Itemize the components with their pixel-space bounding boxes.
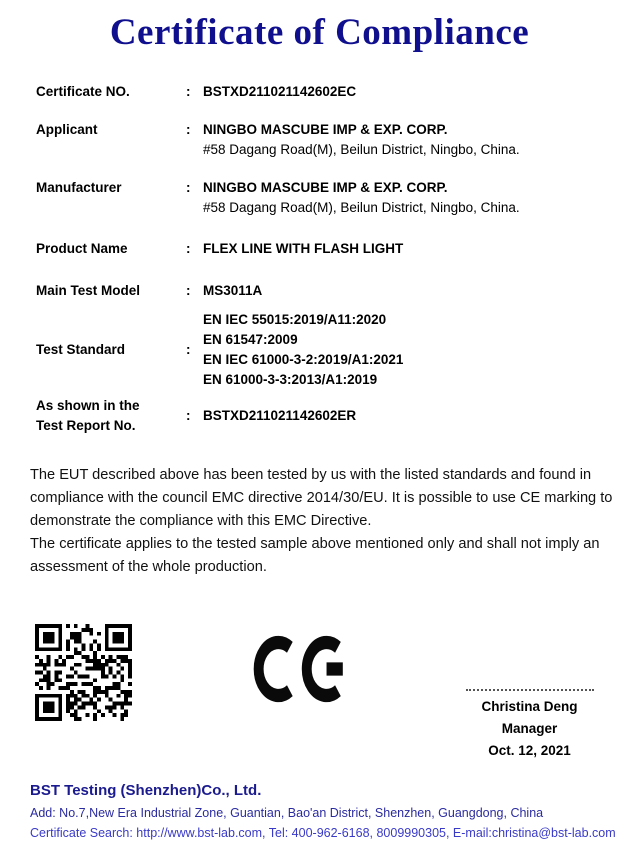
certificate-search-line: Certificate Search: http://www.bst-lab.com, Tel: 400-962-6168, 8009990305, E-mail:christina@bst-lab.com (30, 826, 616, 840)
product-name-label: Product Name (36, 241, 128, 256)
field-manufacturer (36, 178, 609, 218)
marks-and-signature (0, 584, 639, 776)
signature-block (447, 689, 612, 762)
field-applicant (36, 120, 609, 160)
test-standard-label: Test Standard (36, 342, 126, 357)
certificate-no-value: BSTXD211021142602EC (203, 84, 357, 99)
field-test-report-no (36, 396, 609, 436)
certificate-title: Certificate of Compliance (109, 12, 530, 53)
field-colon: : (186, 283, 191, 298)
certificate-no-label: Certificate NO. (36, 84, 130, 99)
applicant-address: #58 Dagang Road(M), Beilun District, Ningbo, China. (203, 142, 520, 157)
certificate-fields (36, 82, 609, 436)
field-colon: : (186, 84, 191, 99)
main-test-model-label: Main Test Model (36, 283, 141, 298)
ce-mark-icon (253, 633, 352, 705)
field-colon: : (186, 241, 191, 256)
test-standard-line: EN IEC 61000-3-2:2019/A1:2021 (203, 352, 404, 367)
test-standard-line: EN 61547:2009 (203, 332, 298, 347)
test-report-no-value: BSTXD211021142602ER (203, 408, 357, 423)
test-standard-line: EN IEC 55015:2019/A11:2020 (203, 312, 387, 327)
signature-date: Oct. 12, 2021 (488, 743, 571, 758)
field-colon: : (186, 122, 191, 137)
manufacturer-label: Manufacturer (36, 180, 122, 195)
test-standard-line: EN 61000-3-3:2013/A1:2019 (203, 372, 378, 387)
test-report-label-line2: Test Report No. (36, 418, 136, 433)
applicant-name: NINGBO MASCUBE IMP & EXP. CORP. (203, 122, 448, 137)
manufacturer-address: #58 Dagang Road(M), Beilun District, Ningbo, China. (203, 200, 520, 215)
applicant-label: Applicant (36, 122, 98, 137)
statement-paragraph-2: The certificate applies to the tested sample above mentioned only and shall not imply an assessment of the whole production. (30, 536, 600, 575)
signatory-role: Manager (501, 721, 558, 736)
product-name-value: FLEX LINE WITH FLASH LIGHT (203, 241, 404, 256)
certificate-page (0, 10, 639, 839)
field-colon: : (186, 408, 191, 423)
statement-paragraph-1: The EUT described above has been tested by us with the listed standards and found in compliance with the council EMC directive 2014/30/EU. It is possible to use CE marking to demonstrate the compliance with this EMC Directive. (30, 467, 613, 529)
field-test-standard (36, 310, 609, 390)
signature-dotted-line (466, 689, 594, 691)
test-report-label-line1: As shown in the (36, 398, 140, 413)
field-colon: : (186, 180, 191, 195)
field-product-name (36, 239, 609, 259)
issuer-footer (30, 780, 619, 843)
manufacturer-name: NINGBO MASCUBE IMP & EXP. CORP. (203, 180, 448, 195)
issuer-address: Add: No.7,New Era Industrial Zone, Guantian, Bao'an District, Shenzhen, Guangdong, China (30, 806, 544, 820)
field-certificate-no (36, 82, 609, 102)
qr-code-icon (35, 624, 132, 721)
issuer-company-name: BST Testing (Shenzhen)Co., Ltd. (30, 782, 262, 799)
compliance-statement (30, 464, 613, 579)
field-colon: : (186, 342, 191, 357)
main-test-model-value: MS3011A (203, 283, 263, 298)
field-main-test-model (36, 281, 609, 301)
signatory-name: Christina Deng (481, 699, 578, 714)
